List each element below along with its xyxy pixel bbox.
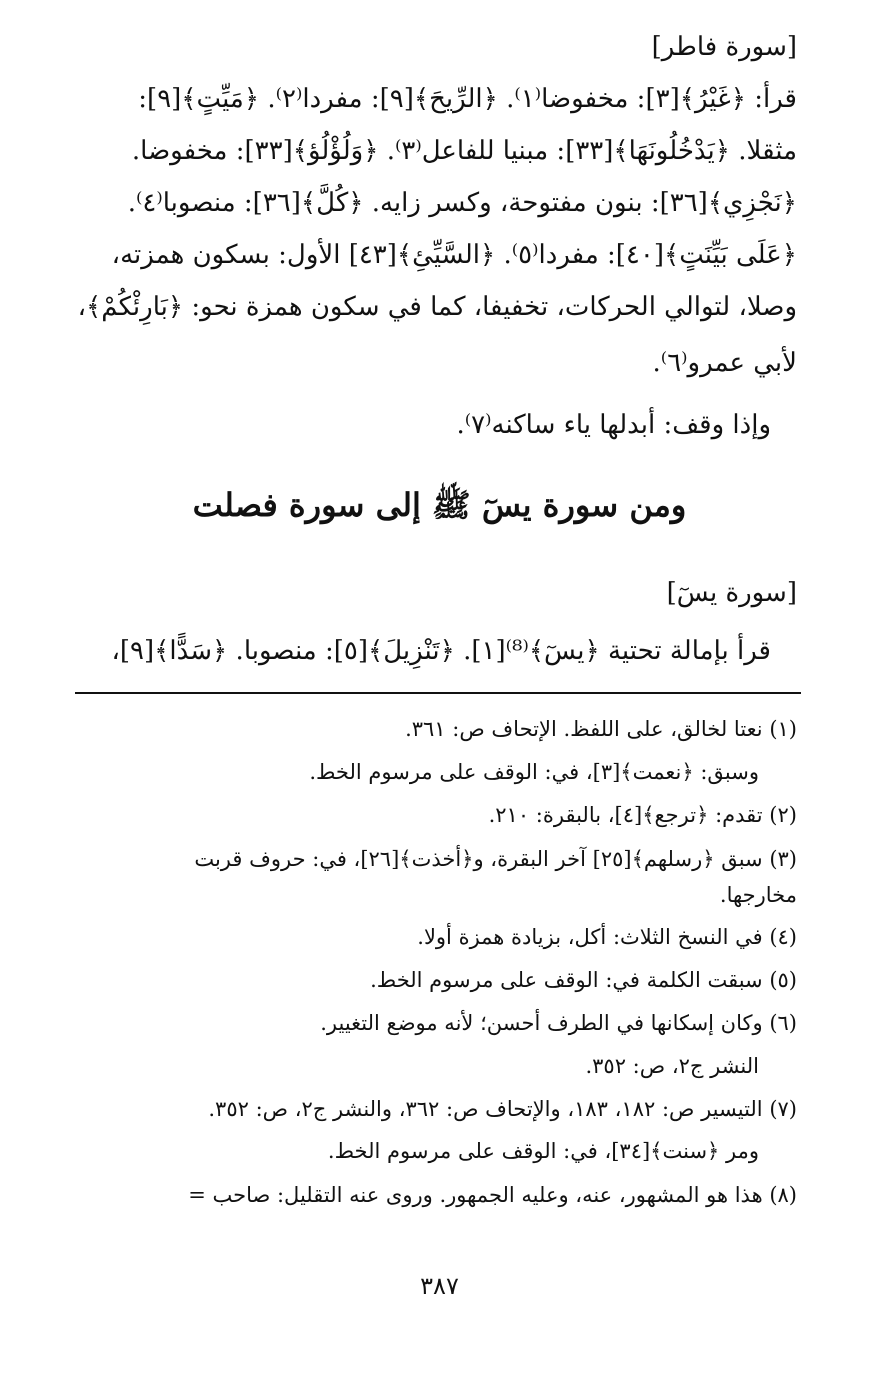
body-line: مثقلا. ﴿يَدْخُلُونَهَا﴾[٣٣]: مبنيا للفاعل⁽٣⁾. ﴿وَلُؤْلُؤ﴾[٣٣]: مخفوضا. <box>131 136 797 166</box>
body-line: ﴿نَجْزِي﴾[٣٦]: بنون مفتوحة، وكسر زايه. ﴿كُلَّ﴾[٣٦]: منصوبا⁽٤⁾. <box>127 188 797 218</box>
body-line: وصلا، لتوالي الحركات، تخفيفا، كما في سكون همزة نحو: ﴿بَارِئْكُمْ﴾، <box>77 292 797 322</box>
footnote-line: (٦) وكان إسكانها في الطرف أحسن؛ لأنه موضع التغيير. <box>320 1011 797 1035</box>
body-line: ﴿عَلَى بَيِّنَتٍ﴾[٤٠]: مفردا⁽٥⁾. ﴿السَّيِّئِ﴾[٤٣] الأول: بسكون همزته، <box>111 240 797 270</box>
footnote-line: (٢) تقدم: ﴿ترجع﴾[٤]، بالبقرة: ٢١٠. <box>488 803 797 827</box>
section-heading-yasin: [سورة يسٓ] <box>666 578 797 608</box>
body-line: قرأ: ﴿غَيْرُ﴾[٣]: مخفوضا⁽١⁾. ﴿الرِّيحَ﴾[٩]: مفردا⁽٢⁾. ﴿مَيِّتٍ﴾[٩]: <box>138 84 797 114</box>
footnote-line: (٥) سبقت الكلمة في: الوقف على مرسوم الخط. <box>370 968 797 992</box>
footnote-line: (٧) التيسير ص: ١٨٢، ١٨٣، والإتحاف ص: ٣٦٢، والنشر ج٢، ص: ٣٥٢. <box>208 1097 797 1121</box>
chapter-title: ومن سورة يسٓ ﷺ إلى سورة فصلت <box>192 486 687 524</box>
footnote-separator <box>75 692 801 694</box>
section-heading-fatir: [سورة فاطر] <box>651 32 797 62</box>
body-line: لأبي عمرو⁽٦⁾. <box>652 348 797 378</box>
body-line: قرأ بإمالة تحتية ﴿يسٓ﴾⁽⁸⁾[١]. ﴿تَنْزِيلَ﴾[٥]: منصوبا. ﴿سَدًّا﴾[٩]، <box>111 636 771 666</box>
body-line: وإذا وقف: أبدلها ياء ساكنه⁽٧⁾. <box>456 410 771 440</box>
page-number: ٣٨٧ <box>420 1272 459 1300</box>
footnote-line: النشر ج٢، ص: ٣٥٢. <box>585 1054 759 1078</box>
footnote-line: (٤) في النسخ الثلاث: أكل، بزيادة همزة أولا. <box>417 925 797 949</box>
footnote-line: ومر ﴿سنت﴾[٣٤]، في: الوقف على مرسوم الخط. <box>327 1139 759 1163</box>
footnote-line: (٨) هذا هو المشهور، عنه، وعليه الجمهور. وروى عنه التقليل: صاحب = <box>188 1183 797 1207</box>
footnote-line: (٣) سبق ﴿رسلهم﴾[٢٥] آخر البقرة، و﴿أخذت﴾[٢٦]، في: حروف قربت <box>194 847 797 871</box>
footnote-line: وسبق: ﴿نعمت﴾[٣]، في: الوقف على مرسوم الخط. <box>309 760 759 784</box>
footnote-line: (١) نعتا لخالق، على اللفظ. الإتحاف ص: ٣٦١. <box>405 717 797 741</box>
footnote-line: مخارجها. <box>719 883 797 907</box>
